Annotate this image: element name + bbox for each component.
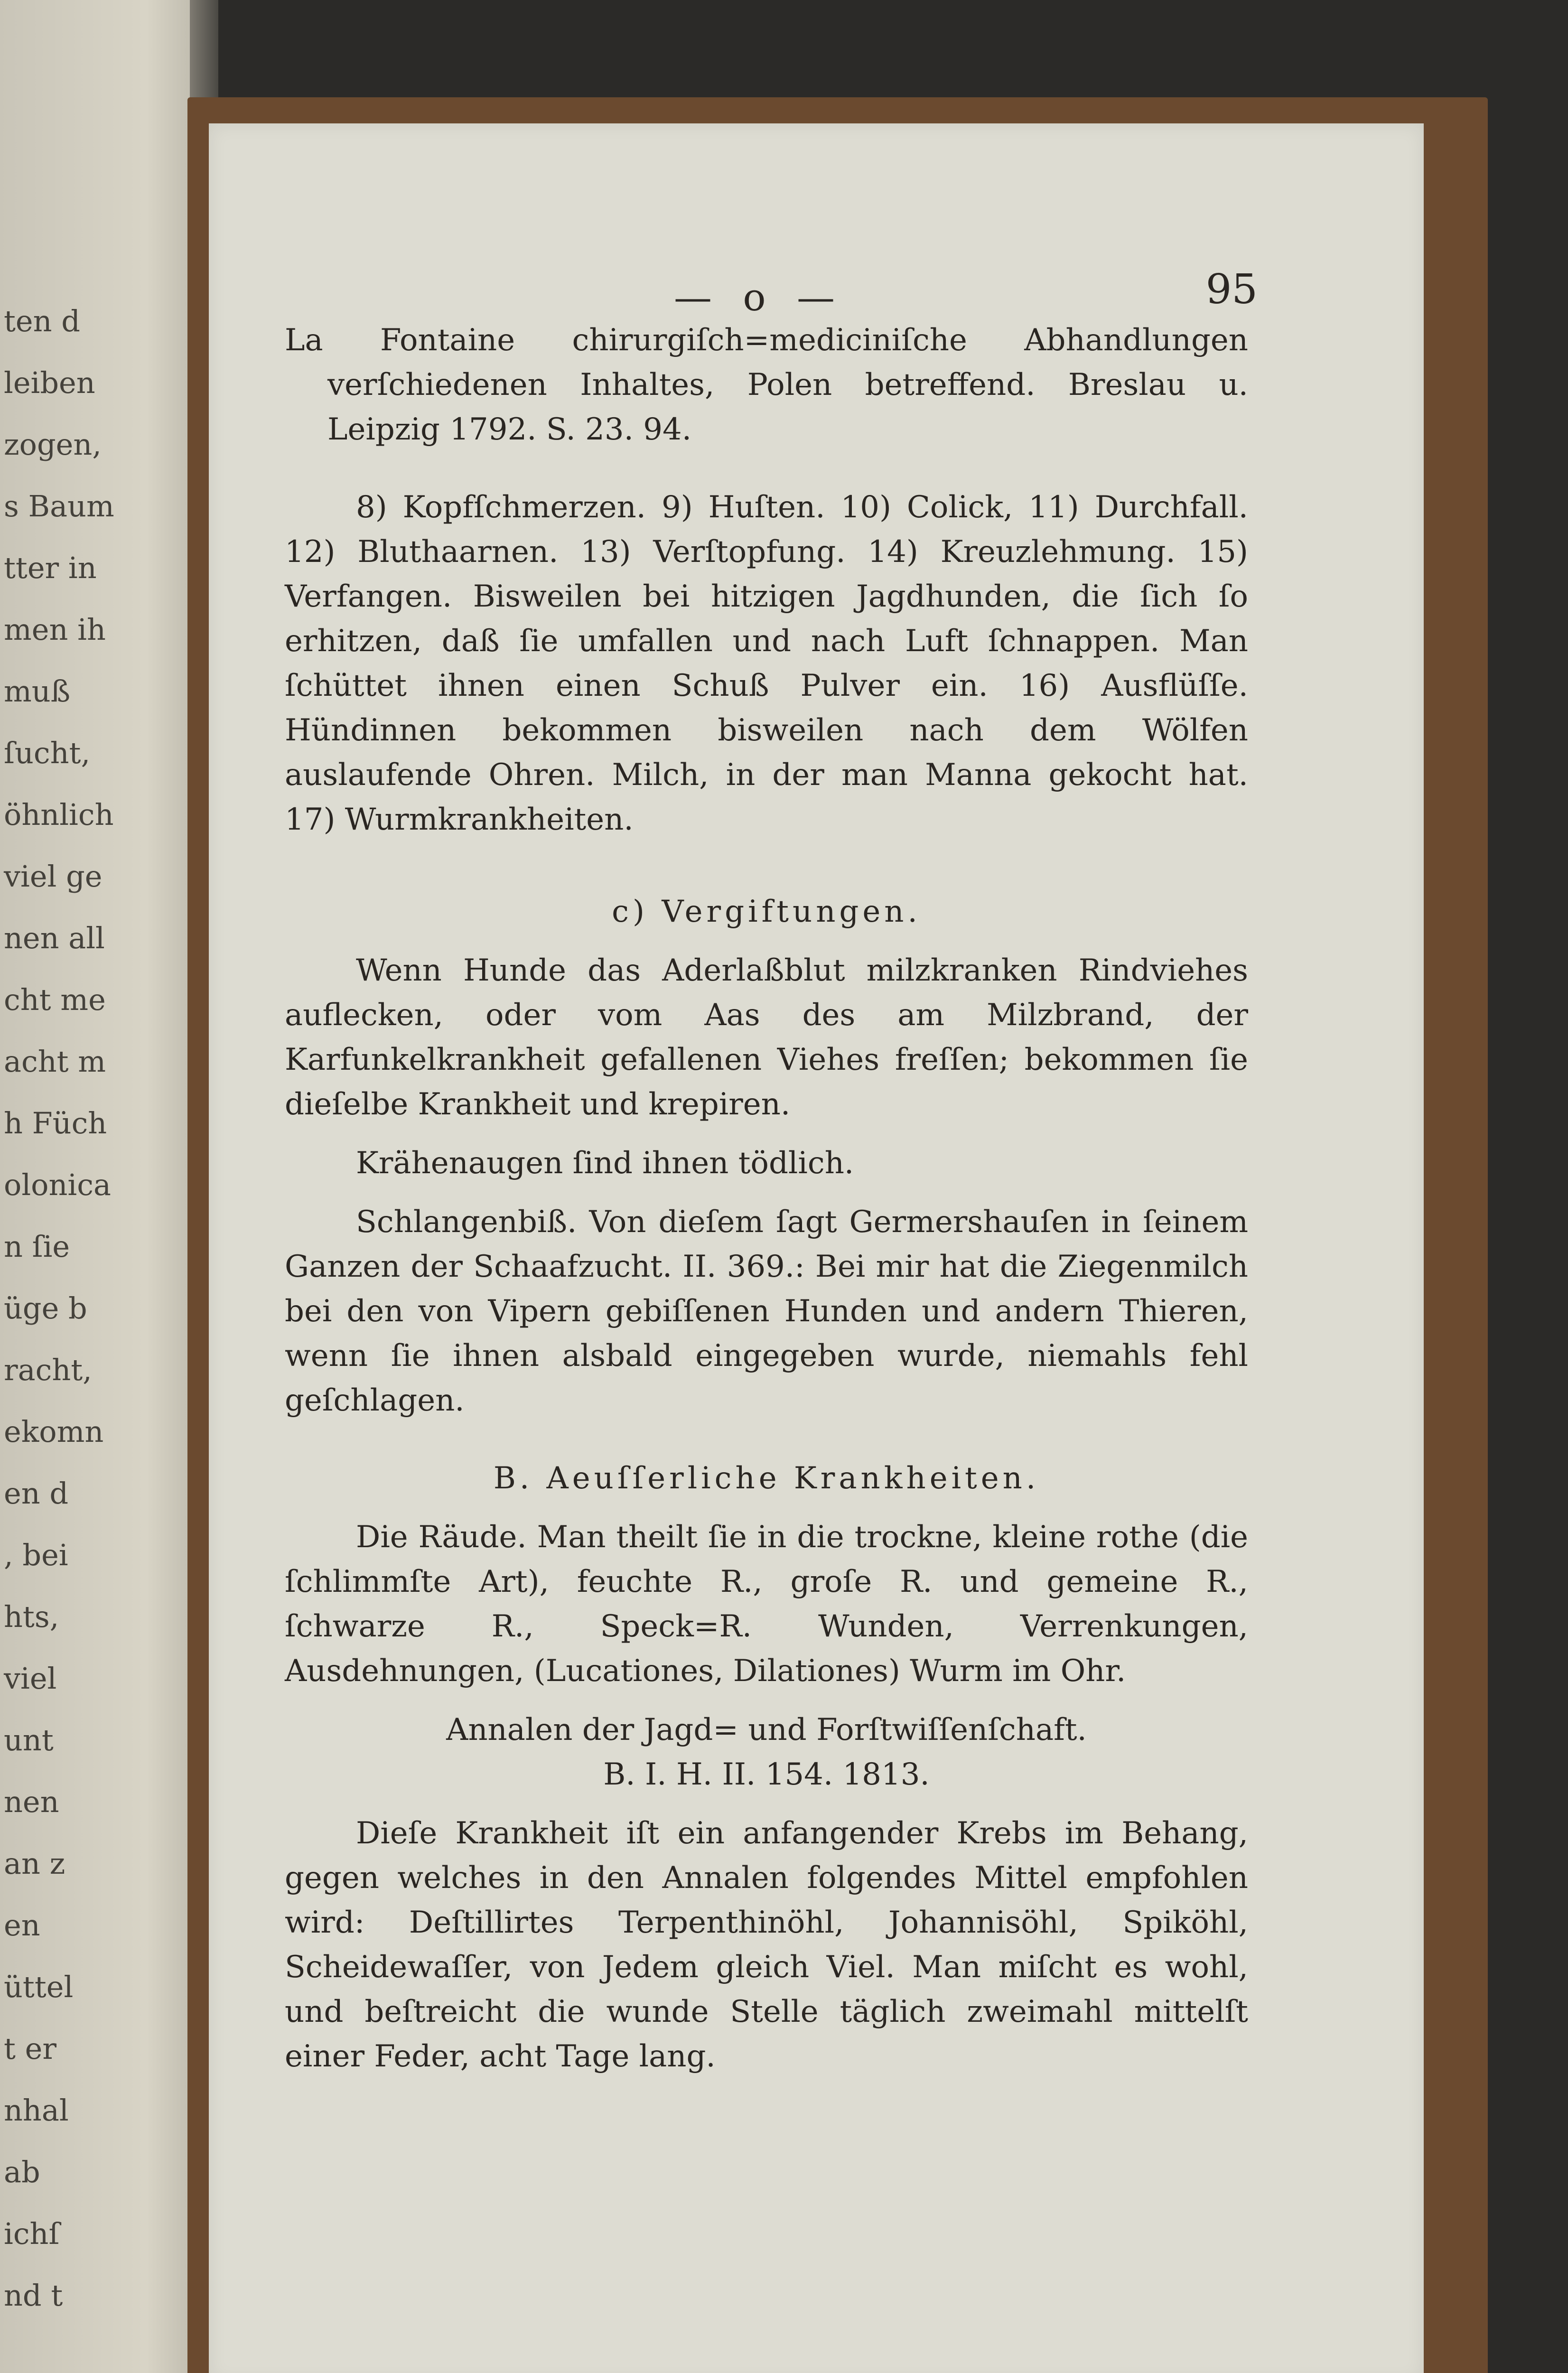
reference-annalen-volume: B. I. H. II. 154. 1813. [603, 1757, 930, 1792]
left-page-line: nen all [4, 921, 105, 955]
left-page-line: acht m [4, 1044, 106, 1079]
left-page-line: viel [4, 1661, 57, 1696]
left-page-line: , bei [4, 1538, 68, 1572]
left-page-line: cht me [4, 982, 106, 1017]
left-page-line: nen [4, 1784, 59, 1819]
left-page-line: n ſie [4, 1229, 70, 1264]
left-page-line: nd t [4, 2278, 63, 2313]
header-ornament: — o — [674, 275, 845, 319]
left-page-line: ichſ [4, 2216, 60, 2251]
paragraph-milzbrand: Wenn Hunde das Aderlaßblut milzkranken Rindviehes auflecken, oder vom Aas des am Milzbrand, der Karfunkelkrankheit gefallenen Viehes freſſen; bekommen ſie dieſelbe Krankheit und krepiren. [285, 953, 1248, 1122]
left-page-fragment [0, 0, 209, 2373]
left-page-line: s Baum [4, 489, 114, 523]
paragraph-symptoms: 8) Kopfſchmerzen. 9) Huſten. 10) Colick, 11) Durchfall. 12) Bluthaarnen. 13) Verſtopfung. 14) Kreuzlehmung. 15) Verfangen. Bisweilen bei hitzigen Jagdhunden, die ſich ſo erhitzen, daß ſie umfallen und nach Luft ſchnappen. Man ſchüttet ihnen einen Schuß Pulver ein. 16) Ausflüſſe. Hündinnen bekommen bisweilen nach dem Wölfen auslaufende Ohren. Milch, in der man Manna gekocht hat. 17) Wurmkrankheiten. [285, 490, 1248, 837]
left-page-line: men ih [4, 612, 106, 647]
left-page-line: unt [4, 1723, 54, 1757]
left-page-line: leiben [4, 365, 95, 400]
left-page-line: h Füch [4, 1106, 107, 1140]
page-number: 95 [1205, 266, 1258, 313]
heading-aeusserliche: B. Aeuſſerliche Krankheiten. [493, 1461, 1040, 1496]
left-page-line: en [4, 1908, 40, 1943]
paragraph-schlangenbiss: Schlangenbiß. Von dieſem ſagt Germershauſen in ſeinem Ganzen der Schaafzucht. II. 369.: Bei mir hat die Ziegenmilch bei den von Vipern gebiſſenen Hunden und andern Thieren, wenn ſie ihnen alsbald eingegeben wurde, niemahls fehl geſchlagen. [285, 1205, 1248, 1418]
paragraph-krebs: Dieſe Krankheit iſt ein anfangender Krebs im Behang, gegen welches in den Annalen folgendes Mittel empfohlen wird: Deſtillirtes Terpenthinöhl, Johannisöhl, Spiköhl, Scheidewaſſer, von Jedem gleich Viel. Man miſcht es wohl, und beſtreicht die wunde Stelle täglich zweimahl mittelſt einer Feder, acht Tage lang. [285, 1816, 1248, 2074]
left-page-line: olonica [4, 1168, 111, 1202]
left-page-line: üge b [4, 1291, 87, 1326]
left-page-line: muß [4, 674, 71, 709]
left-page-line: ab [4, 2155, 40, 2189]
left-page-line: ekomn [4, 1414, 104, 1449]
left-page-line: an z [4, 1846, 65, 1881]
left-page-line: öhnlich [4, 797, 114, 832]
left-page-line: racht, [4, 1353, 92, 1387]
heading-vergiftungen: c) Vergiftungen. [612, 894, 921, 929]
left-page-line: t er [4, 2031, 56, 2066]
left-page-line: ſucht, [4, 736, 91, 770]
left-page-line: hts, [4, 1599, 59, 1634]
left-page-line: nhal [4, 2093, 69, 2128]
page-text [285, 266, 1248, 2079]
left-page-line: zogen, [4, 427, 102, 462]
left-page-line: tter in [4, 551, 97, 585]
paragraph-raeude: Die Räude. Man theilt ſie in die trockne, kleine rothe (die ſchlimmſte Art), feuchte R., groſe R. und gemeine R., ſchwarze R., Speck=R. Wunden, Verrenkungen, Ausdehnungen, (Lucationes, Dilationes) Wurm im Ohr. [285, 1520, 1248, 1689]
reference-la-fontaine: La Fontaine chirurgiſch=mediciniſche Abhandlungen verſchiedenen Inhaltes, Polen betreffend. Breslau u. Leipzig 1792. S. 23. 94. [285, 323, 1248, 447]
left-page-line: üttel [4, 1970, 74, 2004]
left-page-line: ten d [4, 304, 80, 338]
left-page-line: viel ge [4, 859, 103, 894]
paragraph-kraehenaugen: Krähenaugen ſind ihnen tödlich. [356, 1146, 854, 1181]
reference-annalen-title: Annalen der Jagd= und Forſtwiſſenſchaft. [446, 1712, 1087, 1747]
left-page-line: en d [4, 1476, 69, 1511]
